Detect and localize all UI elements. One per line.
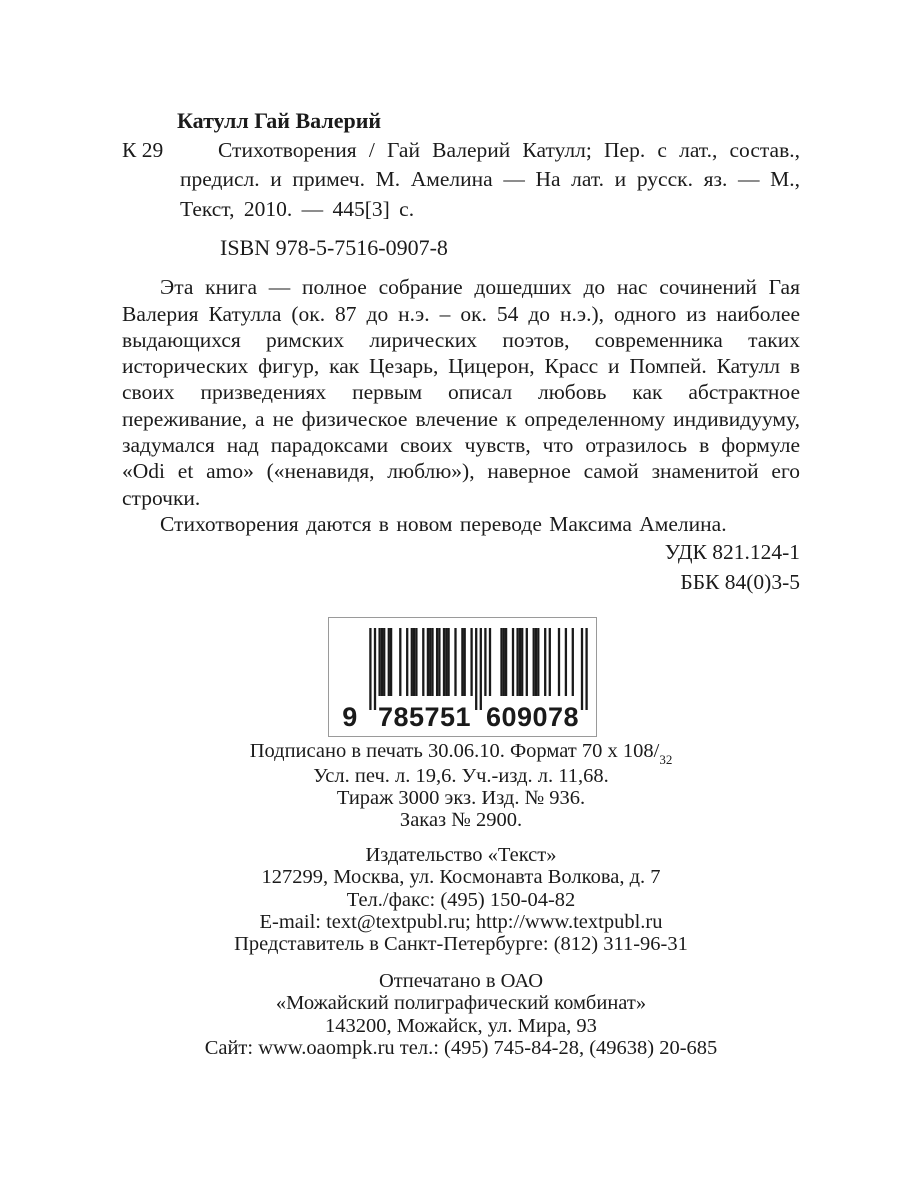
bbk-code: ББК 84(0)3-5 [680, 570, 800, 595]
udk-code: УДК 821.124-1 [664, 540, 800, 565]
printer-line-1: Отпечатано в ОАО [378, 969, 544, 992]
annotation [122, 274, 800, 537]
barcode-bars-image [369, 628, 588, 710]
print-format-text: Подписано в печать 30.06.10. Формат 70 х 108/ [249, 740, 660, 763]
publisher-email-site: E-mail: text@textpubl.ru; http://www.textpubl.ru [259, 911, 663, 934]
catalog-entry [122, 136, 800, 224]
printer-site-phone: Сайт: www.oaompk.ru тел.: (495) 745-84-28, (49638) 20-685 [204, 1037, 718, 1060]
annotation-paragraph-2: Стихотворения даются в новом переводе Максима Амелина. [160, 511, 727, 536]
printer-name: «Можайский полиграфический комбинат» [275, 992, 647, 1015]
publisher-block [122, 844, 800, 956]
isbn-line: ISBN 978-5-7516-0907-8 [220, 235, 448, 261]
barcode-digit-group-right: 609078 [485, 702, 580, 733]
author-heading: Катулл Гай Валерий [177, 108, 382, 133]
printer-address: 143200, Можайск, ул. Мира, 93 [325, 1014, 597, 1037]
print-info-line-3: Тираж 3000 экз. Изд. № 936. [336, 787, 586, 809]
print-info-line-4: Заказ № 2900. [399, 809, 523, 832]
print-format-subscript: 32 [659, 752, 673, 768]
annotation-paragraph-1: Эта книга — полное собрание дошедших до нас сочинений Гая Валерия Катулла (ок. 87 до н.э. – ок. 54 до н.э.), одного из наиболее выдающихся римских лирических поэтов, современника таких исторических фигур, как Цезарь, Цицерон, Красс и Помпей. Катулл в своих призведениях первым описал любовь как абстрактное переживание, а не физическое влечение к определенному индивидууму, задумался над парадоксами своих чувств, что отразилось в формуле «Odi et amo» («ненавидя, люблю»), наверное самой знаменитой его строчки. [122, 275, 800, 510]
catalog-entry-text: Стихотворения / Гай Валерий Катулл; Пер. с лат., состав., предисл. и примеч. М. Амелина — На лат. и русск. яз. — М., Текст, 2010. — 445[3] с. [180, 138, 800, 221]
publisher-spb-rep: Представитель в Санкт-Петербурге: (812) 311-96-31 [234, 933, 688, 956]
printer-block [122, 970, 800, 1060]
publisher-address: 127299, Москва, ул. Космонавта Волкова, д. 7 [261, 866, 661, 889]
barcode-digit-group-mid: 785751 [377, 702, 472, 733]
classification-codes [122, 537, 800, 597]
catalog-code: К 29 [122, 138, 164, 162]
barcode-digit-group-left: 9 [342, 702, 358, 733]
isbn-barcode [328, 617, 597, 737]
publisher-phone: Тел./факс: (495) 150-04-82 [346, 888, 576, 911]
print-info-line-2: Усл. печ. л. 19,6. Уч.-изд. л. 11,68. [313, 764, 609, 787]
publisher-name: Издательство «Текст» [365, 843, 557, 866]
print-info-line-1 [122, 740, 800, 768]
print-info-block [122, 740, 800, 832]
